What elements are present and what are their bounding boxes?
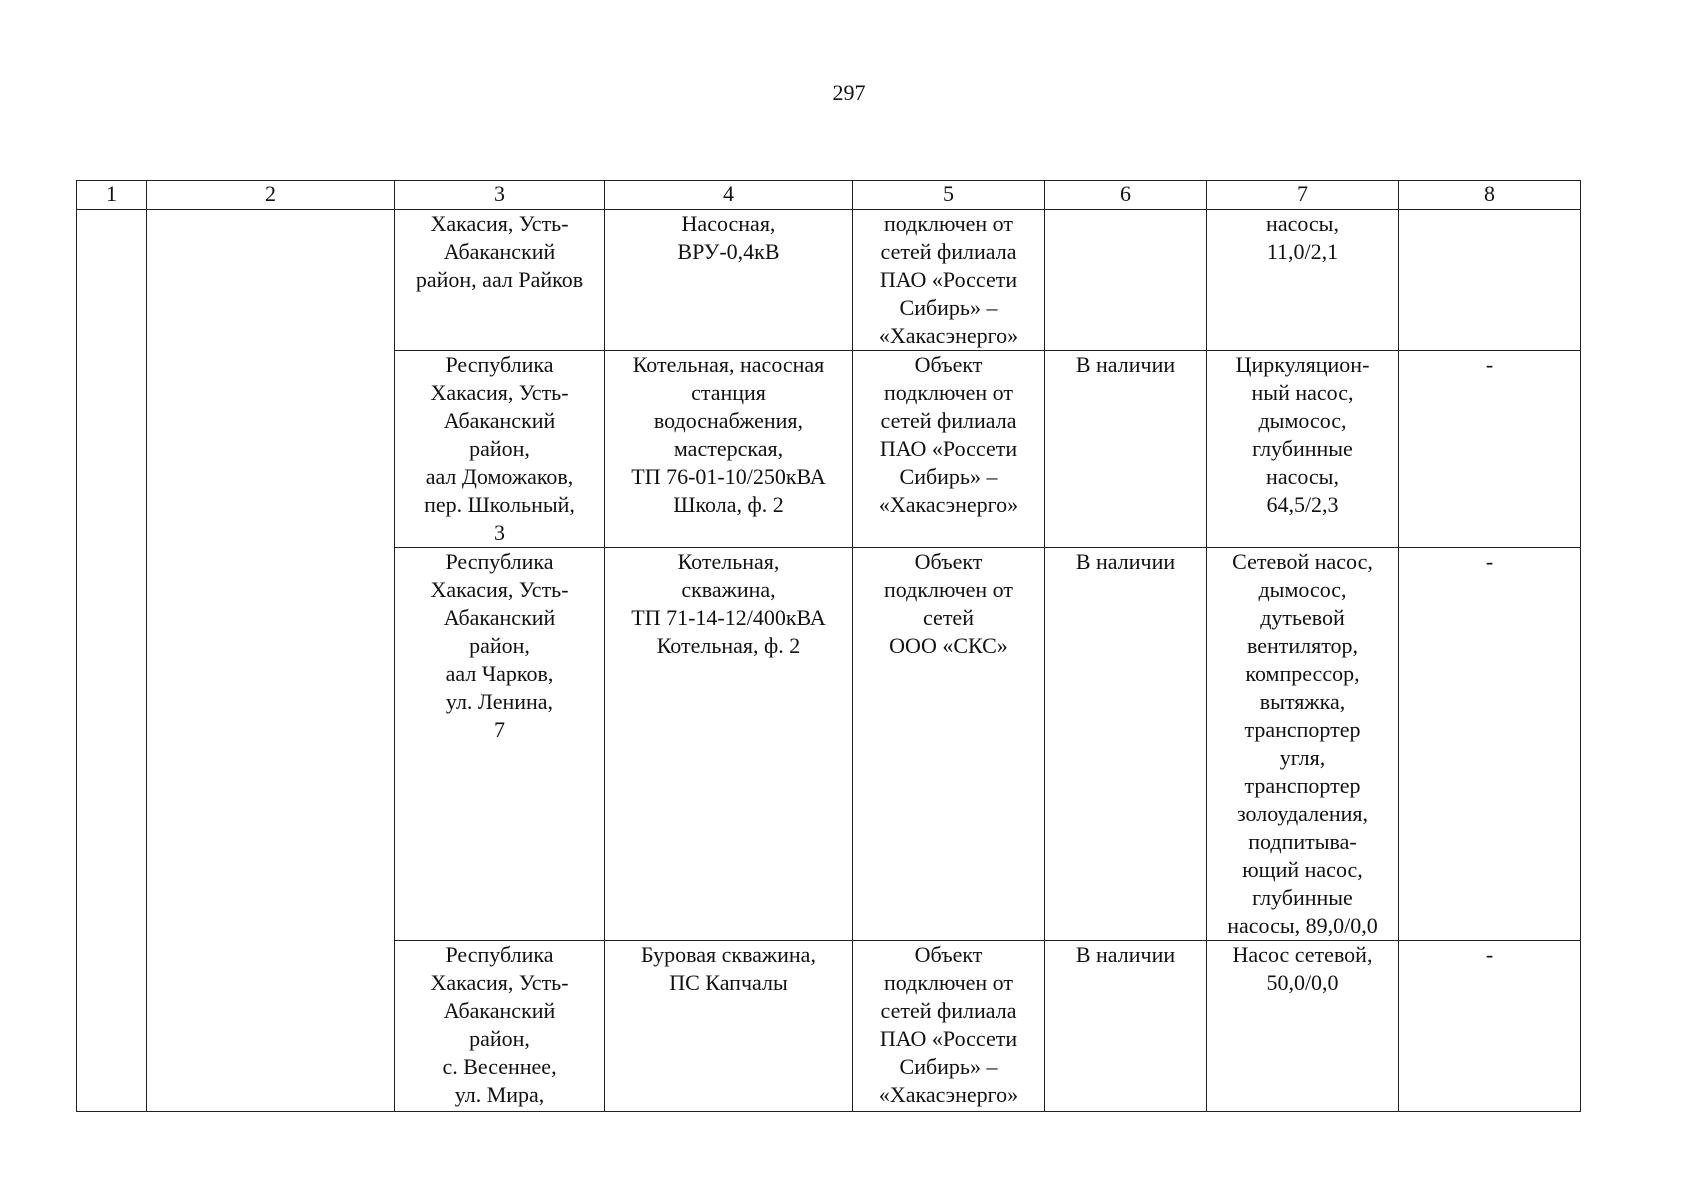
cell-connection: Объект подключен от сетей филиала ПАО «Россети Сибирь» – «Хакасэнерго»: [853, 351, 1045, 548]
cell-col8: -: [1399, 351, 1581, 548]
cell-object: Котельная, насосная станция водоснабжения, мастерская, ТП 76-01-10/250кВА Школа, ф. 2: [605, 351, 853, 548]
cell-equipment: Сетевой насос, дымосос, дутьевой вентилятор, компрессор, вытяжка, транспортер угля, транспортер золоудаления, подпитыва- ющий насос, глубинные насосы, 89,0/0,0: [1207, 548, 1399, 941]
cell-address: Республика Хакасия, Усть- Абаканский район, аал Чарков, ул. Ленина, 7: [395, 548, 605, 941]
cell-connection: Объект подключен от сетей ООО «СКС»: [853, 548, 1045, 941]
table-row: [77, 210, 1581, 351]
cell-availability: В наличии: [1045, 548, 1207, 941]
column-header-5: 5: [853, 181, 1045, 210]
cell-availability: [1045, 210, 1207, 351]
cell-col2-merged: [147, 210, 395, 1112]
cell-address: Хакасия, Усть- Абаканский район, аал Райков: [395, 210, 605, 351]
cell-address: Республика Хакасия, Усть- Абаканский район, аал Доможаков, пер. Школьный, 3: [395, 351, 605, 548]
cell-object: Котельная, скважина, ТП 71-14-12/400кВА Котельная, ф. 2: [605, 548, 853, 941]
cell-col1-merged: [77, 210, 147, 1112]
cell-connection: подключен от сетей филиала ПАО «Россети Сибирь» – «Хакасэнерго»: [853, 210, 1045, 351]
cell-object: Насосная, ВРУ-0,4кВ: [605, 210, 853, 351]
column-header-6: 6: [1045, 181, 1207, 210]
cell-availability: В наличии: [1045, 351, 1207, 548]
cell-col8: [1399, 210, 1581, 351]
column-header-4: 4: [605, 181, 853, 210]
page-number: 297: [832, 80, 866, 105]
column-header-1: 1: [77, 181, 147, 210]
column-header-8: 8: [1399, 181, 1581, 210]
column-header-3: 3: [395, 181, 605, 210]
cell-col8: -: [1399, 941, 1581, 1112]
data-table: [76, 180, 1581, 1112]
cell-connection: Объект подключен от сетей филиала ПАО «Россети Сибирь» – «Хакасэнерго»: [853, 941, 1045, 1112]
cell-equipment: Циркуляцион- ный насос, дымосос, глубинные насосы, 64,5/2,3: [1207, 351, 1399, 548]
cell-availability: В наличии: [1045, 941, 1207, 1112]
column-header-7: 7: [1207, 181, 1399, 210]
table-header-row: [77, 181, 1581, 210]
cell-equipment: Насос сетевой, 50,0/0,0: [1207, 941, 1399, 1112]
cell-object: Буровая скважина, ПС Капчалы: [605, 941, 853, 1112]
cell-equipment: насосы, 11,0/2,1: [1207, 210, 1399, 351]
column-header-2: 2: [147, 181, 395, 210]
cell-col8: -: [1399, 548, 1581, 941]
cell-address: Республика Хакасия, Усть- Абаканский район, с. Весеннее, ул. Мира,: [395, 941, 605, 1112]
